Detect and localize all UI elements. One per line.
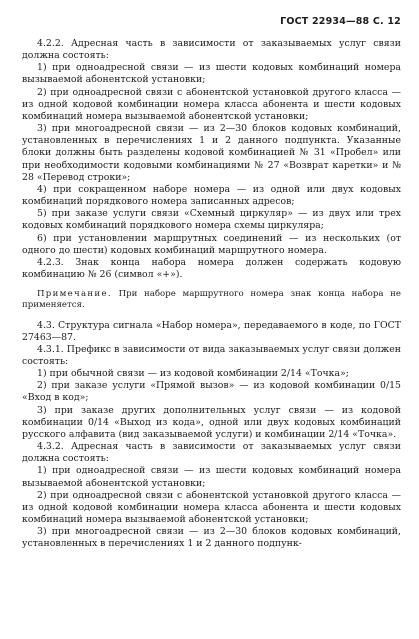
paragraph-4-3: 4.3. Структура сигнала «Набор номера», передаваемого в коде, по ГОСТ 27463—87. (22, 319, 401, 343)
list-item: 3) при многоадресной связи — из 2—30 блоков кодовых комбинаций, установленных в перечислениях 1 и 2 данного подпункта. Указанные блоки должны быть разделены кодовой комбинацией № 31 «Пробел» или при необходимости кодовыми комбинациями № 27 «Возврат каретки» и № 28 «Перевод строки»; (22, 123, 401, 183)
list-item: 2) при одноадресной связи с абонентской установкой другого класса — из одной кодовой комбинации номера класса абонента и шести кодовых комбинаций номера вызываемой абонентской установки; (22, 489, 401, 526)
page-header-title: ГОСТ 22934—88 С. 12 (280, 16, 401, 27)
list-item: 6) при установлении маршрутных соединений — из нескольких (от одного до шести) кодовых комбинаций маршрутного номера. (22, 232, 401, 256)
list-item: 2) при заказе услуги «Прямой вызов» — из кодовой комбинации 0/15 «Вход в код»; (22, 380, 401, 404)
list-item: 2) при одноадресной связи с абонентской установкой другого класса — из одной кодовой комбинации номера класса абонента и шести кодовых комбинаций номера вызываемой абонентской установки; (22, 86, 401, 122)
list-item: 4) при сокращенном наборе номера — из одной или двух кодовых комбинаций порядкового номера записанных адресов; (22, 183, 401, 208)
paragraph-4-2-2: 4.2.2. Адресная часть в зависимости от заказываемых услуг связи должна состоять: (22, 38, 401, 62)
list-item: 3) при многоадресной связи — из 2—30 блоков кодовых комбинаций, установленных в перечислениях 1 и 2 данного подпунк- (22, 526, 401, 550)
list-item: 1) при одноадресной связи — из шести кодовых комбинаций номера вызываемой абонентской установки; (22, 465, 401, 489)
body-text (22, 38, 401, 551)
note-label: Примечание. (37, 289, 112, 300)
page-header (22, 16, 401, 27)
list-item: 5) при заказе услуги связи «Схемный циркуляр» — из двух или трех кодовых комбинаций порядкового номера схемы циркуляра; (22, 208, 401, 232)
list-item: 1) при обычной связи — из кодовой комбинации 2/14 «Точка»; (37, 368, 349, 380)
note (22, 289, 401, 311)
list-item: 3) при заказе других дополнительных услуг связи — из кодовой комбинации 0/14 «Выход из кода», одной или двух кодовых комбинаций русского алфавита (вид заказываемой услуги) и комбинации 2/14 «Точка». (22, 404, 401, 440)
paragraph-4-2-3: 4.2.3. Знак конца набора номера должен содержать кодовую комбинацию № 26 (символ «+»). (22, 256, 401, 280)
paragraph-4-3-1: 4.3.1. Префикс в зависимости от вида заказываемых услуг связи должен состоять: (22, 343, 401, 367)
list-item: 1) при одноадресной связи — из шести кодовых комбинаций номера вызываемой абонентской установки; (22, 62, 401, 86)
paragraph-4-3-2: 4.3.2. Адресная часть в зависимости от заказываемых услуг связи должна состоять: (22, 441, 401, 465)
note-text: При наборе маршрутного номера знак конца набора не применяется. (22, 289, 401, 311)
